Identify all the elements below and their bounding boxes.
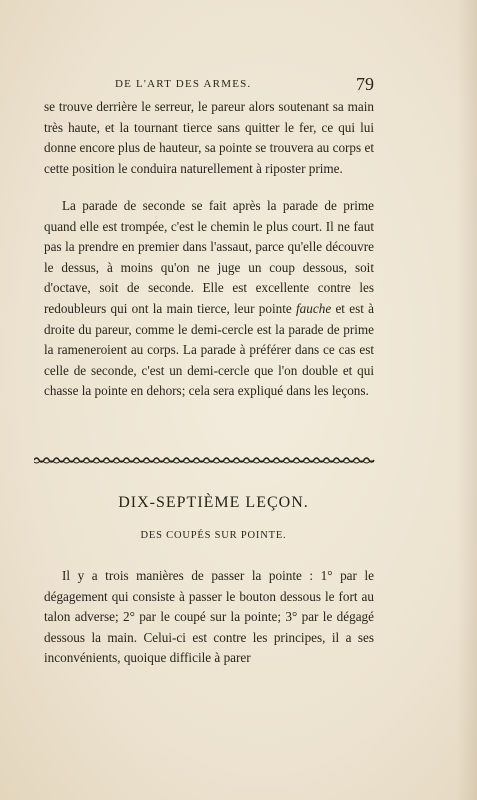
paragraph-coupes: Il y a trois manières de passer la pointe : 1° par le dégagement qui consiste à passer le bouton dessous le fort au talon adverse; 2° par le coupé sur la pointe; 3° par le dégagé dessous la main. Celui-ci est contre les principes, il a ses inconvénients, quoique difficile à parer	[44, 568, 374, 666]
ornamental-rule	[34, 455, 376, 465]
paragraph-continuation: se trouve derrière le serreur, le pareur alors soutenant sa main très haute, et la tournant tierce sans quitter le fer, ce qui lui donne encore plus de hauteur, sa pointe se trouvera au corps et cette position le conduira naturellement à riposter prime.	[44, 99, 374, 176]
chapter-title: DIX-SEPTIÈME LEÇON.	[118, 494, 309, 511]
paragraph-seconde-text-1: La parade de seconde se fait après la parade de prime quand elle est trompée, c'est le chemin le plus court. Il ne faut pas la prendre en premier dans l'assaut, parce qu'elle découvre le dessus, à moins qu'on ne juge un coup dessous, soit d'octave, soit de seconde. Elle est excellente contre les redoubleurs qui ont la main tierce, leur pointe	[44, 198, 374, 316]
paragraph-seconde-text-2: et est à droite du pareur, comme le demi-cercle est la parade de prime la rameneroient au corps. La parade à préférer dans ce cas est celle de seconde, c'est un demi-cercle que l'on double et qui chasse la pointe en dehors; cela sera expliqué dans les leçons.	[44, 300, 374, 399]
running-head: DE L'ART DES ARMES.	[115, 78, 252, 90]
page-number: 79	[356, 74, 374, 94]
italic-word: fauche	[296, 300, 332, 316]
paragraph-seconde	[44, 196, 374, 402]
page-edge-shadow	[457, 0, 477, 800]
chapter-subtitle: DES COUPÉS SUR POINTE.	[140, 530, 287, 541]
